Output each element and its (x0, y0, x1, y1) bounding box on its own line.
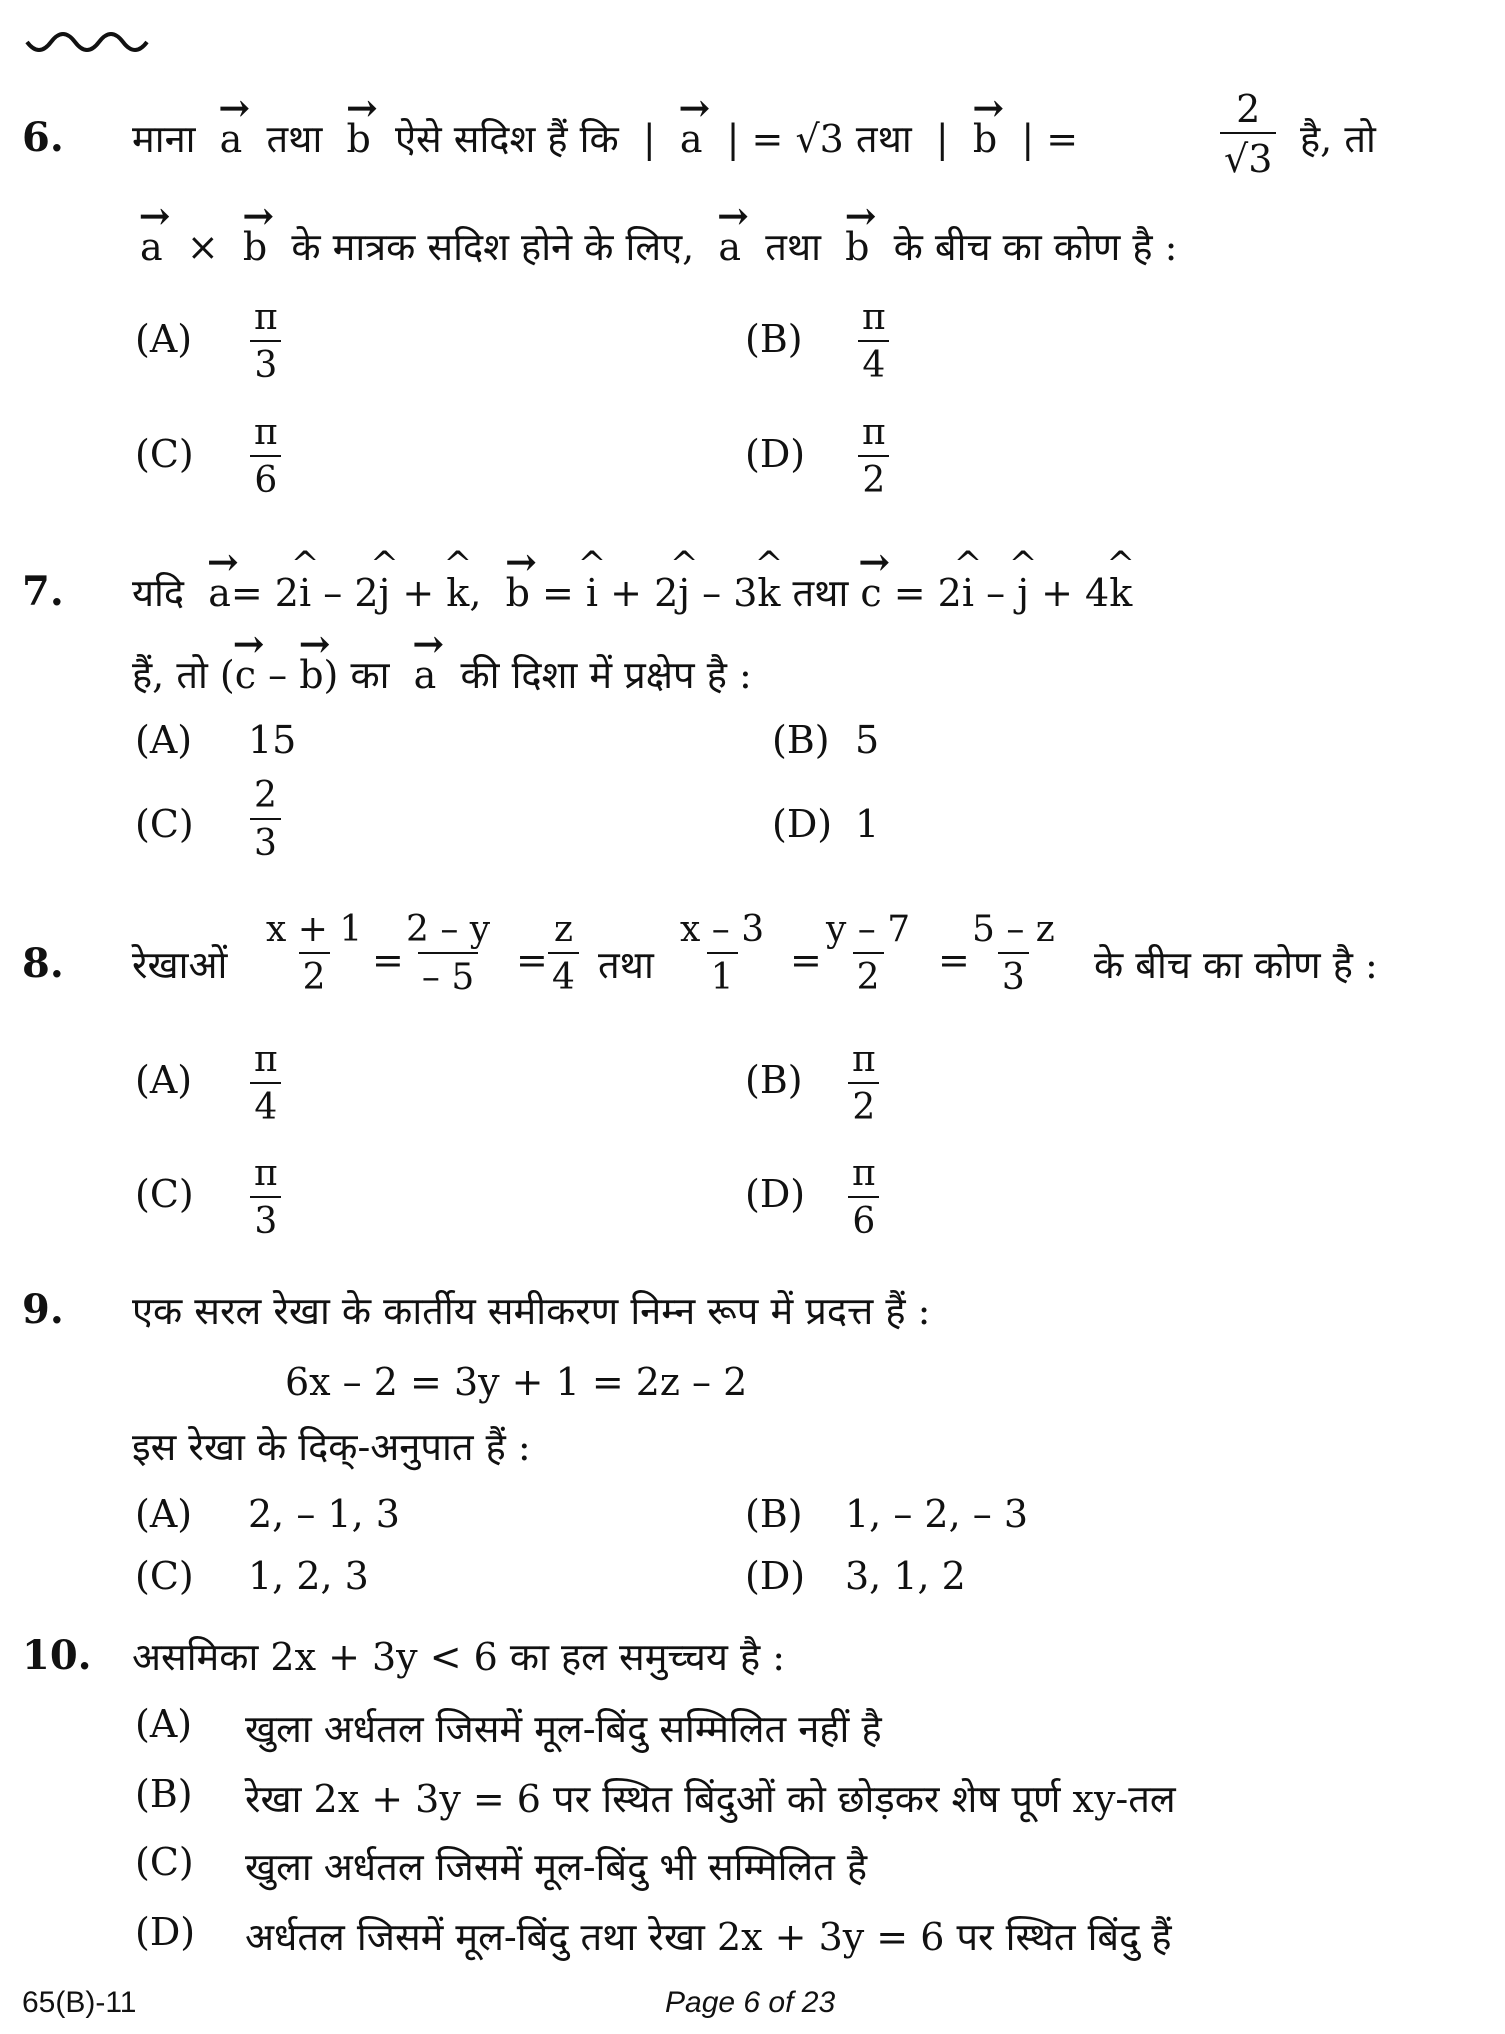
tilde-wave-icon (25, 28, 155, 58)
option-b-value: 5 (855, 718, 880, 762)
option-c-value: $\frac{\pi}{6}$ (250, 415, 282, 499)
option-c[interactable]: (C) (135, 1172, 194, 1216)
option-a-value: 15 (248, 718, 297, 762)
question-number: 8. (22, 940, 64, 987)
option-d[interactable]: (D) (135, 1910, 196, 1954)
question-text-line2: हैं, तो (→ c – → b) का → a की दिशा में प्रक्षेप है : (132, 648, 752, 700)
option-d-value: अर्धतल जिसमें मूल-बिंदु तथा रेखा 2x + 3y = 6 पर स्थित बिंदु हैं (245, 1915, 1172, 1959)
question-number: 10. (22, 1632, 92, 1679)
question-text-line2: → a × → b के मात्रक सदिश होने के लिए, → a तथा → b के बीच का कोण है : (140, 220, 1177, 272)
option-c[interactable]: (C) (135, 1554, 194, 1598)
option-d[interactable]: (D) (745, 1554, 806, 1598)
question-number: 6. (22, 114, 64, 161)
option-a-value: 2, – 1, 3 (248, 1492, 400, 1536)
question-text-line1: एक सरल रेखा के कार्तीय समीकरण निम्न रूप में प्रदत्त हैं : (132, 1289, 931, 1333)
option-d[interactable]: (D) (772, 802, 833, 846)
option-b-value: $\frac{\pi}{2}$ (848, 1042, 880, 1126)
option-c-value: 1, 2, 3 (248, 1554, 369, 1598)
fraction: $\frac{y - 7}{2}$ (826, 909, 911, 998)
option-a[interactable]: (A) (135, 317, 193, 361)
option-a[interactable]: (A) (135, 718, 193, 762)
option-b[interactable]: (B) (135, 1772, 193, 1816)
option-b-value: 1, – 2, – 3 (845, 1492, 1029, 1536)
option-d-value: 1 (855, 802, 880, 846)
option-b[interactable]: (B) (772, 718, 830, 762)
question-number: 7. (22, 568, 64, 615)
option-d-value: 3, 1, 2 (845, 1554, 966, 1598)
option-c-value: $\frac{\pi}{3}$ (250, 1156, 282, 1240)
fraction-2-over-root3: $\frac{2}{√3}$ (1220, 90, 1276, 178)
option-c-value: खुला अर्धतल जिसमें मूल-बिंदु भी सम्मिलित है (245, 1845, 868, 1889)
option-a-value: $\frac{\pi}{4}$ (250, 1042, 282, 1126)
vector-a: → a (220, 117, 243, 161)
option-c[interactable]: (C) (135, 1840, 194, 1884)
vector-b: → b (973, 117, 997, 161)
option-c-value: $\frac{2}{3}$ (250, 778, 281, 862)
question-text-line1: माना → a तथा → b ऐसे सदिश हैं कि | → a | = √3 तथा | → b | = (132, 112, 1078, 164)
option-d-value: $\frac{\pi}{6}$ (848, 1156, 880, 1240)
fraction: $\frac{z}{4}$ (548, 912, 579, 996)
option-b-value: रेखा 2x + 3y = 6 पर स्थित बिंदुओं को छोड़कर शेष पूर्ण xy-तल (245, 1777, 1176, 1821)
option-b-value: $\frac{\pi}{4}$ (858, 300, 890, 384)
question-text-line1: यदि → a= 2^ i – 2^ j + ^ k, → b = ^ i + 2^ j – 3^ k तथा → c = 2^ i – ^ j + 4^ k (132, 566, 1132, 618)
option-a[interactable]: (A) (135, 1058, 193, 1102)
fraction: $\frac{2 - y}{- 5}$ (406, 909, 491, 998)
fraction: $\frac{x + 1}{2}$ (266, 909, 363, 998)
option-a[interactable]: (A) (135, 1492, 193, 1536)
question-text-line1: असमिका 2x + 3y < 6 का हल समुच्चय है : (132, 1635, 786, 1679)
option-b[interactable]: (B) (745, 1058, 803, 1102)
option-d[interactable]: (D) (745, 1172, 806, 1216)
option-d-value: $\frac{\pi}{2}$ (858, 415, 890, 499)
option-b[interactable]: (B) (745, 1492, 803, 1536)
page-number: Page 6 of 23 (665, 1986, 836, 2019)
option-a[interactable]: (A) (135, 1702, 193, 1746)
question-number: 9. (22, 1286, 64, 1333)
option-b[interactable]: (B) (745, 317, 803, 361)
equation: 6x – 2 = 3y + 1 = 2z – 2 (285, 1360, 748, 1404)
option-d[interactable]: (D) (745, 432, 806, 476)
vector-a: → a (680, 117, 703, 161)
option-c[interactable]: (C) (135, 432, 194, 476)
option-a-value: $\frac{\pi}{3}$ (250, 300, 282, 384)
option-a-value: खुला अर्धतल जिसमें मूल-बिंदु सम्मिलित नहीं है (245, 1707, 882, 1751)
question-text-line2: इस रेखा के दिक्-अनुपात हैं : (132, 1425, 531, 1469)
vector-b: → b (346, 117, 370, 161)
fraction: $\frac{x - 3}{1}$ (680, 909, 765, 998)
fraction: $\frac{5 - z}{3}$ (972, 909, 1055, 998)
option-c[interactable]: (C) (135, 802, 194, 846)
paper-code: 65(B)-11 (22, 1986, 137, 2019)
